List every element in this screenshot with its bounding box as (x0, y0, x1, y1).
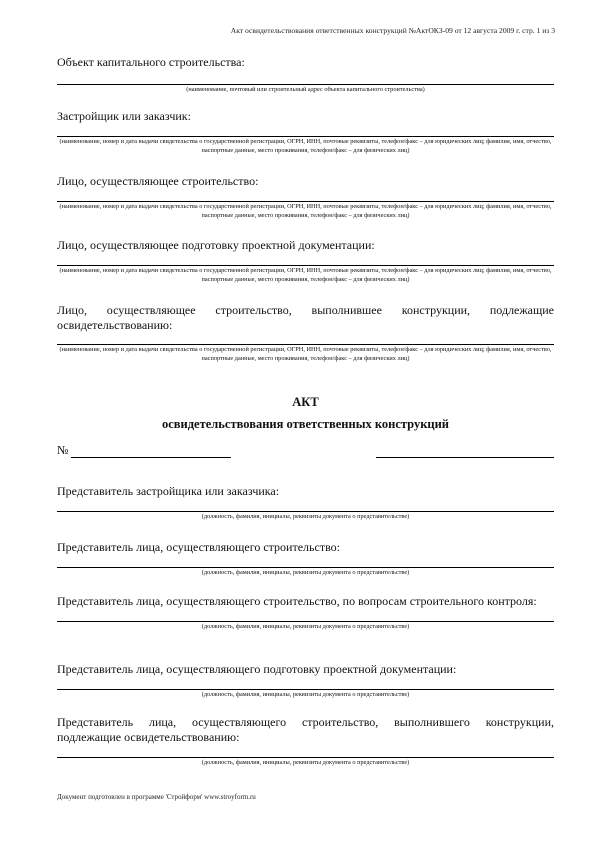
field-hint: (наименование, номер и дата выдачи свидетельства о государственной регистрации, ОГРН, ИНН, почтовые реквизиты, телефон/факс – для юридических лиц; фамилия, имя, отчество, паспортные данные, место проживания, телефон/факс – для физических лиц) (59, 346, 552, 362)
act-subtitle: освидетельствования ответственных конструкций (161, 417, 450, 431)
field-hint: (наименование, номер и дата выдачи свидетельства о государственной регистрации, ОГРН, ИНН, почтовые реквизиты, телефон/факс – для юридических лиц; фамилия, имя, отчество, паспортные данные, место проживания, телефон/факс – для физических лиц) (59, 267, 552, 283)
act-date-field[interactable] (376, 457, 554, 458)
rep-contractor (57, 715, 554, 768)
fill-line[interactable] (57, 201, 554, 202)
act-number-row (57, 443, 554, 461)
fill-line[interactable] (57, 84, 554, 85)
section-builder (57, 174, 554, 220)
section-construction-object (57, 55, 554, 95)
act-number-field[interactable] (71, 457, 231, 458)
field-hint: (должность, фамилия, инициалы, реквизиты документа о представительстве) (201, 691, 410, 698)
section-developer (57, 109, 554, 155)
section-label: Застройщик или заказчик: (57, 109, 191, 123)
fill-line[interactable] (57, 757, 554, 758)
rep-construction-control (57, 594, 554, 632)
field-hint: (наименование, номер и дата выдачи свидетельства о государственной регистрации, ОГРН, ИНН, почтовые реквизиты, телефон/факс – для юридических лиц; фамилия, имя, отчество, паспортные данные, место проживания, телефон/факс – для физических лиц) (59, 138, 552, 154)
field-hint: (должность, фамилия, инициалы, реквизиты документа о представительстве) (201, 623, 410, 630)
section-contractor (57, 303, 554, 363)
field-hint: (должность, фамилия, инициалы, реквизиты документа о представительстве) (201, 569, 410, 576)
field-hint: (должность, фамилия, инициалы, реквизиты документа о представительстве) (201, 759, 410, 766)
section-label: Объект капитального строительства: (57, 55, 245, 69)
page-footer: Документ подготовлен в программе 'Стройформ' www.stroyform.ru (57, 793, 256, 801)
fill-line[interactable] (57, 344, 554, 345)
rep-developer (57, 484, 554, 522)
rep-builder (57, 540, 554, 578)
fill-line[interactable] (57, 136, 554, 137)
number-sign: № (57, 443, 69, 457)
page-header: Акт освидетельствования ответственных конструкций №АктОКЗ-09 от 12 августа 2009 г. стр. 1 из 3 (230, 26, 555, 35)
section-label: Лицо, осуществляющее строительство: (57, 174, 259, 188)
rep-designer (57, 662, 554, 700)
fill-line[interactable] (57, 621, 554, 622)
rep-label: Представитель застройщика или заказчика: (57, 484, 280, 498)
field-hint: (наименование, почтовый или строительный адрес объекта капитального строительства) (186, 86, 425, 93)
section-label: Лицо, осуществляющее строительство, выполнившее конструкции, подлежащие освидетельствованию: (57, 303, 554, 332)
fill-line[interactable] (57, 567, 554, 568)
act-title: АКТ (292, 395, 319, 409)
section-designer (57, 238, 554, 284)
field-hint: (должность, фамилия, инициалы, реквизиты документа о представительстве) (201, 513, 410, 520)
fill-line[interactable] (57, 689, 554, 690)
field-hint: (наименование, номер и дата выдачи свидетельства о государственной регистрации, ОГРН, ИНН, почтовые реквизиты, телефон/факс – для юридических лиц; фамилия, имя, отчество, паспортные данные, место проживания, телефон/факс – для физических лиц) (59, 203, 552, 219)
rep-label: Представитель лица, осуществляющего строительство: (57, 540, 340, 554)
fill-line[interactable] (57, 265, 554, 266)
section-label: Лицо, осуществляющее подготовку проектной документации: (57, 238, 375, 252)
rep-label: Представитель лица, осуществляющего строительство, выполнившего конструкции, подлежащие освидетельствованию: (57, 715, 554, 744)
rep-label: Представитель лица, осуществляющего строительство, по вопросам строительного контроля: (57, 594, 537, 608)
fill-line[interactable] (57, 511, 554, 512)
rep-label: Представитель лица, осуществляющего подготовку проектной документации: (57, 662, 457, 676)
